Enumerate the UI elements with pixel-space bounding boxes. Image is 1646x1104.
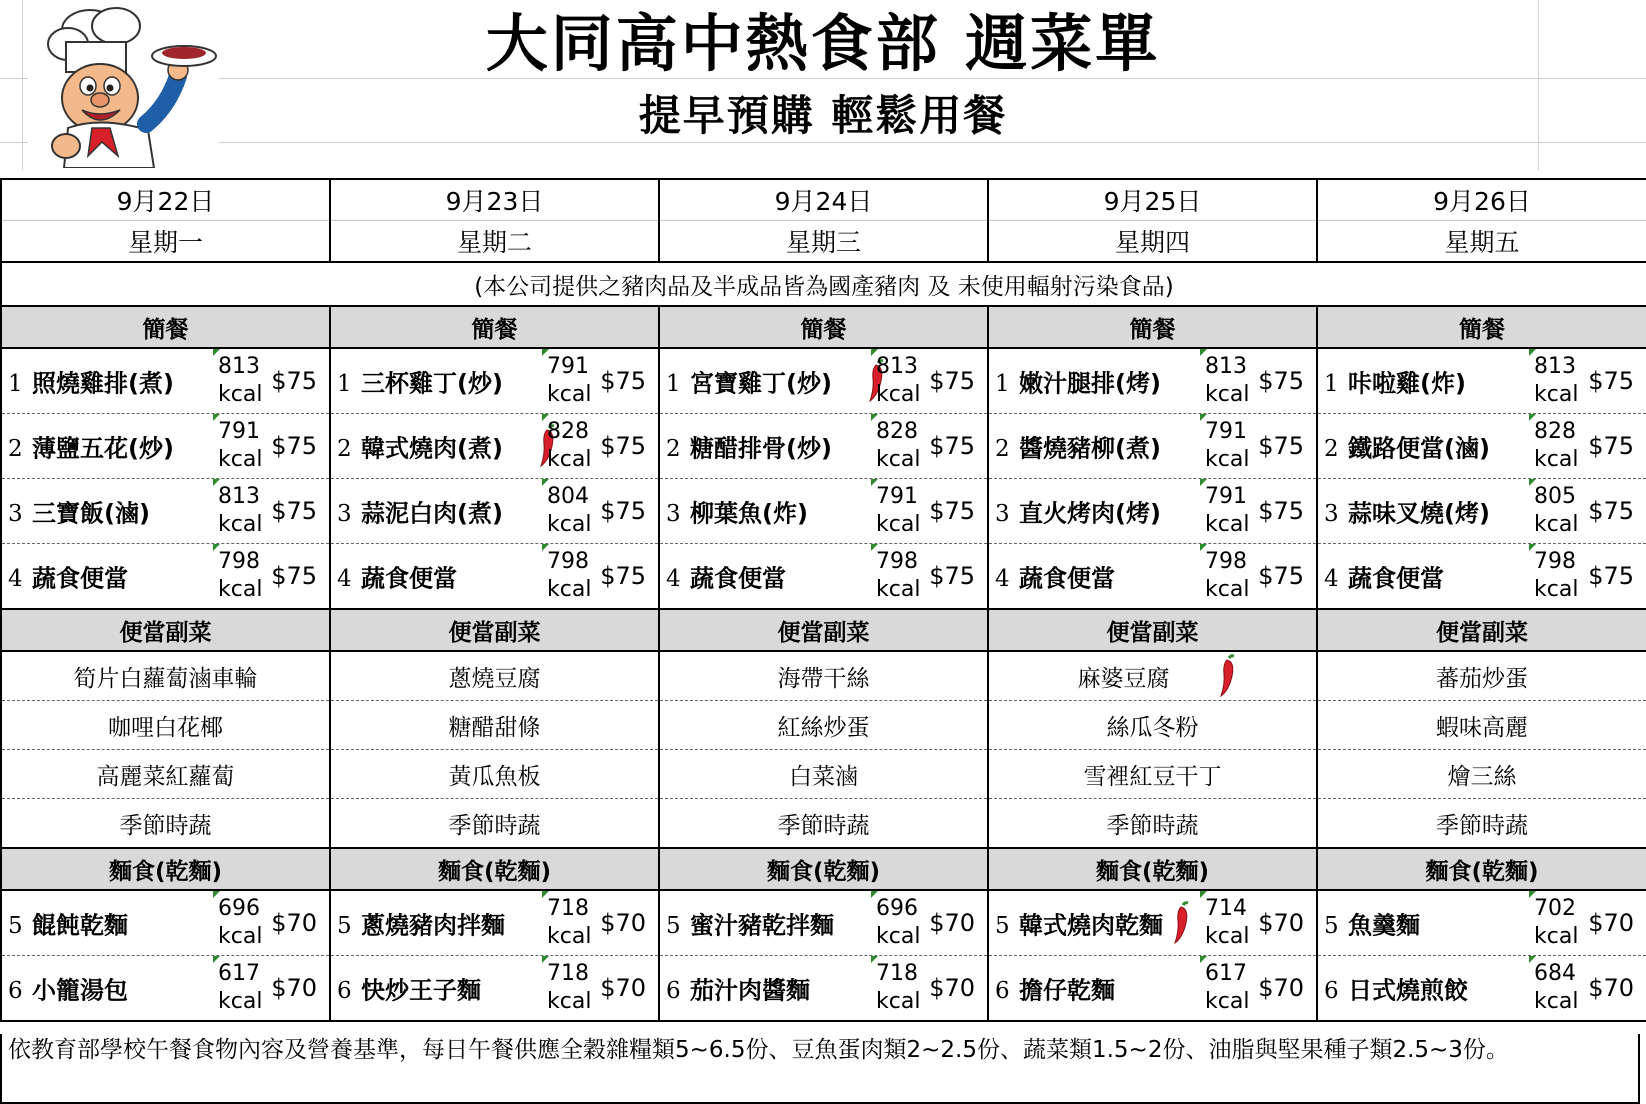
menu-header xyxy=(0,0,1646,170)
item-number: 6 xyxy=(666,978,681,1005)
section-header: 麵食(乾麵) xyxy=(1,848,330,890)
menu-item-cell xyxy=(330,414,659,479)
menu-item-cell xyxy=(988,890,1317,956)
section-header: 便當副菜 xyxy=(988,609,1317,651)
side-dish-cell xyxy=(988,651,1317,701)
dish-name: 嫩汁腿排(烤) xyxy=(1019,369,1161,398)
calorie-value: 805 kcal xyxy=(1534,484,1579,537)
dish-name: 蒜泥白肉(煮) xyxy=(361,499,503,528)
item-number: 1 xyxy=(666,371,681,398)
page-subtitle: 提早預購 輕鬆用餐 xyxy=(638,91,1008,140)
item-number: 3 xyxy=(1324,501,1339,528)
item-number: 6 xyxy=(337,978,352,1005)
menu-item-cell xyxy=(1317,544,1646,610)
price: $75 xyxy=(929,432,975,460)
item-number: 4 xyxy=(8,566,23,593)
price: $75 xyxy=(1258,497,1304,525)
side-dish-cell xyxy=(1,701,330,750)
menu-item-cell xyxy=(659,414,988,479)
weekly-menu-table xyxy=(0,178,1646,1022)
date-cell: 9月23日 xyxy=(330,179,659,221)
side-dish-cell xyxy=(988,799,1317,849)
section-header: 麵食(乾麵) xyxy=(1317,848,1646,890)
side-dish-cell xyxy=(988,750,1317,799)
side-dish-name: 燴三絲 xyxy=(1447,763,1517,790)
menu-item-cell xyxy=(659,348,988,414)
menu-item-cell xyxy=(1,956,330,1022)
menu-item-cell xyxy=(659,479,988,544)
item-number: 1 xyxy=(1324,371,1339,398)
side-dish-cell xyxy=(659,750,988,799)
dish-name: 三寶飯(滷) xyxy=(32,499,150,528)
calorie-value: 813 kcal xyxy=(1205,354,1250,407)
side-dish-name: 蔥燒豆腐 xyxy=(448,665,541,692)
side-dish-name: 季節時蔬 xyxy=(448,812,541,839)
price: $75 xyxy=(600,497,646,525)
calorie-value: 828 kcal xyxy=(1534,419,1579,472)
item-number: 5 xyxy=(995,913,1010,940)
side-dish-name: 季節時蔬 xyxy=(1436,812,1528,839)
weekday-cell: 星期四 xyxy=(988,221,1317,263)
calorie-value: 696 kcal xyxy=(876,896,921,949)
calorie-value: 798 kcal xyxy=(547,549,592,602)
dish-name: 韓式燒肉乾麵 xyxy=(1019,911,1163,940)
side-dish-cell xyxy=(659,799,988,849)
item-number: 2 xyxy=(1324,436,1339,463)
calorie-value: 617 kcal xyxy=(1205,961,1250,1014)
menu-item-cell xyxy=(988,956,1317,1022)
price: $75 xyxy=(1588,562,1634,590)
price: $75 xyxy=(600,367,646,395)
price: $70 xyxy=(1588,909,1634,937)
spicy-marker xyxy=(1206,654,1228,698)
menu-item-cell xyxy=(330,890,659,956)
side-dish-name: 蕃茄炒蛋 xyxy=(1436,665,1528,692)
dish-name: 魚羹麵 xyxy=(1348,911,1420,940)
menu-item-cell xyxy=(988,414,1317,479)
menu-item-cell xyxy=(988,544,1317,610)
item-number: 6 xyxy=(1324,978,1339,1005)
item-number: 5 xyxy=(337,913,352,940)
price: $70 xyxy=(1258,909,1304,937)
side-dish-name: 絲瓜冬粉 xyxy=(1106,714,1199,741)
menu-item-cell xyxy=(1,414,330,479)
calorie-value: 714 kcal xyxy=(1205,896,1250,949)
price: $70 xyxy=(929,974,975,1002)
dish-name: 餛飩乾麵 xyxy=(32,911,128,940)
price: $75 xyxy=(271,432,317,460)
calorie-value: 828 kcal xyxy=(547,419,592,472)
item-number: 2 xyxy=(8,436,23,463)
side-dish-cell xyxy=(1317,701,1646,750)
weekday-cell: 星期二 xyxy=(330,221,659,263)
nutrition-footnote: 依教育部學校午餐食物內容及營養基準，每日午餐供應全穀雜糧類5~6.5份、豆魚蛋肉類2~2.5份、蔬菜類1.5~2份、油脂與堅果種子類2.5~3份。 xyxy=(0,1034,1640,1104)
side-dish-name: 麻婆豆腐 xyxy=(1077,665,1170,692)
side-dish-cell xyxy=(659,651,988,701)
item-number: 1 xyxy=(995,371,1010,398)
side-dish-cell xyxy=(1,799,330,849)
section-header: 簡餐 xyxy=(1317,306,1646,348)
calorie-value: 813 kcal xyxy=(218,354,263,407)
side-dish-name: 白菜滷 xyxy=(789,763,858,790)
weekday-cell: 星期一 xyxy=(1,221,330,263)
section-header: 簡餐 xyxy=(988,306,1317,348)
weekday-cell: 星期三 xyxy=(659,221,988,263)
calorie-value: 617 kcal xyxy=(218,961,263,1014)
item-number: 5 xyxy=(8,913,23,940)
side-dish-cell xyxy=(1,750,330,799)
dish-name: 小籠湯包 xyxy=(32,976,128,1005)
calorie-value: 798 kcal xyxy=(218,549,263,602)
calorie-value: 798 kcal xyxy=(1205,549,1250,602)
price: $70 xyxy=(1258,974,1304,1002)
section-header: 麵食(乾麵) xyxy=(988,848,1317,890)
date-cell: 9月26日 xyxy=(1317,179,1646,221)
item-number: 3 xyxy=(995,501,1010,528)
calorie-value: 791 kcal xyxy=(1205,419,1250,472)
item-number: 2 xyxy=(337,436,352,463)
menu-item-cell xyxy=(1,348,330,414)
calorie-value: 804 kcal xyxy=(547,484,592,537)
dish-name: 直火烤肉(烤) xyxy=(1019,499,1161,528)
dish-name: 咔啦雞(炸) xyxy=(1348,369,1466,398)
price: $75 xyxy=(929,562,975,590)
calorie-value: 718 kcal xyxy=(547,961,592,1014)
menu-item-cell xyxy=(1,544,330,610)
date-cell: 9月25日 xyxy=(988,179,1317,221)
price: $75 xyxy=(271,497,317,525)
calorie-value: 696 kcal xyxy=(218,896,263,949)
calorie-value: 791 kcal xyxy=(547,354,592,407)
menu-item-cell xyxy=(1317,479,1646,544)
price: $75 xyxy=(1258,432,1304,460)
side-dish-name: 季節時蔬 xyxy=(119,812,212,839)
price: $75 xyxy=(1588,367,1634,395)
section-header: 麵食(乾麵) xyxy=(330,848,659,890)
menu-item-cell xyxy=(330,956,659,1022)
side-dish-name: 黃瓜魚板 xyxy=(448,763,541,790)
menu-item-cell xyxy=(1317,414,1646,479)
side-dish-cell xyxy=(330,799,659,849)
weekday-cell: 星期五 xyxy=(1317,221,1646,263)
calorie-value: 798 kcal xyxy=(876,549,921,602)
item-number: 4 xyxy=(995,566,1010,593)
price: $75 xyxy=(271,562,317,590)
side-dish-cell xyxy=(330,651,659,701)
calorie-value: 791 kcal xyxy=(1205,484,1250,537)
calorie-value: 791 kcal xyxy=(876,484,921,537)
dish-name: 糖醋排骨(炒) xyxy=(690,434,832,463)
menu-item-cell xyxy=(659,544,988,610)
side-dish-name: 筍片白蘿蔔滷車輪 xyxy=(73,665,258,692)
side-dish-name: 紅絲炒蛋 xyxy=(777,714,870,741)
side-dish-cell xyxy=(1317,651,1646,701)
side-dish-cell xyxy=(659,701,988,750)
dish-name: 快炒王子麵 xyxy=(361,976,481,1005)
dish-name: 日式燒煎餃 xyxy=(1348,976,1468,1005)
item-number: 3 xyxy=(8,501,23,528)
calorie-value: 813 kcal xyxy=(1534,354,1579,407)
date-cell: 9月24日 xyxy=(659,179,988,221)
item-number: 5 xyxy=(1324,913,1339,940)
item-number: 6 xyxy=(8,978,23,1005)
dish-name: 鐵路便當(滷) xyxy=(1348,434,1490,463)
item-number: 6 xyxy=(995,978,1010,1005)
menu-item-cell xyxy=(1,479,330,544)
side-dish-cell xyxy=(330,701,659,750)
chili-pepper-icon xyxy=(1217,654,1239,698)
dish-name: 蔬食便當 xyxy=(361,564,457,593)
price: $75 xyxy=(1258,562,1304,590)
side-dish-name: 海帶干絲 xyxy=(777,665,870,692)
side-dish-cell xyxy=(330,750,659,799)
calorie-value: 813 kcal xyxy=(218,484,263,537)
calorie-value: 718 kcal xyxy=(876,961,921,1014)
section-header: 便當副菜 xyxy=(659,609,988,651)
calorie-value: 828 kcal xyxy=(876,419,921,472)
item-number: 2 xyxy=(666,436,681,463)
calorie-value: 813 kcal xyxy=(876,354,921,407)
menu-item-cell xyxy=(330,348,659,414)
price: $75 xyxy=(600,562,646,590)
dish-name: 照燒雞排(煮) xyxy=(32,369,174,398)
item-number: 3 xyxy=(666,501,681,528)
price: $70 xyxy=(271,974,317,1002)
price: $75 xyxy=(929,497,975,525)
section-header: 便當副菜 xyxy=(1,609,330,651)
side-dish-name: 咖哩白花椰 xyxy=(108,714,223,741)
price: $75 xyxy=(271,367,317,395)
dish-name: 柳葉魚(炸) xyxy=(690,499,808,528)
dish-name: 擔仔乾麵 xyxy=(1019,976,1115,1005)
item-number: 1 xyxy=(8,371,23,398)
menu-item-cell xyxy=(330,479,659,544)
menu-item-cell xyxy=(988,479,1317,544)
chili-pepper-icon xyxy=(1171,901,1193,945)
item-number: 4 xyxy=(666,566,681,593)
price: $75 xyxy=(600,432,646,460)
side-dish-name: 蝦味高麗 xyxy=(1436,714,1528,741)
menu-item-cell xyxy=(659,956,988,1022)
dish-name: 蔬食便當 xyxy=(1348,564,1444,593)
menu-item-cell xyxy=(1317,956,1646,1022)
menu-item-cell xyxy=(659,890,988,956)
calorie-value: 718 kcal xyxy=(547,896,592,949)
side-dish-name: 季節時蔬 xyxy=(1106,812,1199,839)
section-header: 簡餐 xyxy=(1,306,330,348)
side-dish-cell xyxy=(988,701,1317,750)
menu-item-cell xyxy=(1,890,330,956)
item-number: 1 xyxy=(337,371,352,398)
side-dish-name: 雪裡紅豆干丁 xyxy=(1083,763,1222,790)
side-dish-cell xyxy=(1,651,330,701)
calorie-value: 798 kcal xyxy=(1534,549,1579,602)
dish-name: 三杯雞丁(炒) xyxy=(361,369,503,398)
item-number: 4 xyxy=(337,566,352,593)
price: $70 xyxy=(271,909,317,937)
price: $75 xyxy=(1588,432,1634,460)
side-dish-name: 高麗菜紅蘿蔔 xyxy=(96,763,235,790)
side-dish-cell xyxy=(1317,799,1646,849)
section-header: 便當副菜 xyxy=(330,609,659,651)
calorie-value: 791 kcal xyxy=(218,419,263,472)
price: $75 xyxy=(1588,497,1634,525)
item-number: 4 xyxy=(1324,566,1339,593)
menu-item-cell xyxy=(330,544,659,610)
side-dish-cell xyxy=(1317,750,1646,799)
price: $70 xyxy=(600,909,646,937)
menu-item-cell xyxy=(1317,348,1646,414)
dish-name: 韓式燒肉(煮) xyxy=(361,434,503,463)
side-dish-name: 糖醋甜條 xyxy=(448,714,541,741)
pork-notice: (本公司提供之豬肉品及半成品皆為國產豬肉 及 未使用輻射污染食品) xyxy=(1,262,1646,306)
dish-name: 茄汁肉醬麵 xyxy=(690,976,810,1005)
price: $70 xyxy=(600,974,646,1002)
date-cell: 9月22日 xyxy=(1,179,330,221)
section-header: 簡餐 xyxy=(330,306,659,348)
menu-item-cell xyxy=(988,348,1317,414)
item-number: 3 xyxy=(337,501,352,528)
dish-name: 蔬食便當 xyxy=(1019,564,1115,593)
price: $70 xyxy=(929,909,975,937)
side-dish-name: 季節時蔬 xyxy=(777,812,870,839)
calorie-value: 702 kcal xyxy=(1534,896,1579,949)
price: $75 xyxy=(1258,367,1304,395)
section-header: 麵食(乾麵) xyxy=(659,848,988,890)
dish-name: 蔬食便當 xyxy=(32,564,128,593)
item-number: 2 xyxy=(995,436,1010,463)
dish-name: 蒜味叉燒(烤) xyxy=(1348,499,1490,528)
price: $75 xyxy=(929,367,975,395)
menu-item-cell xyxy=(1317,890,1646,956)
section-header: 簡餐 xyxy=(659,306,988,348)
dish-name: 宮寶雞丁(炒) xyxy=(690,369,832,398)
calorie-value: 684 kcal xyxy=(1534,961,1579,1014)
price: $70 xyxy=(1588,974,1634,1002)
dish-name: 蔬食便當 xyxy=(690,564,786,593)
section-header: 便當副菜 xyxy=(1317,609,1646,651)
item-number: 5 xyxy=(666,913,681,940)
dish-name: 蜜汁豬乾拌麵 xyxy=(690,911,834,940)
dish-name: 蔥燒豬肉拌麵 xyxy=(361,911,505,940)
page-title: 大同高中熱食部 週菜單 xyxy=(485,7,1161,80)
dish-name: 薄鹽五花(炒) xyxy=(32,434,174,463)
dish-name: 醬燒豬柳(煮) xyxy=(1019,434,1161,463)
